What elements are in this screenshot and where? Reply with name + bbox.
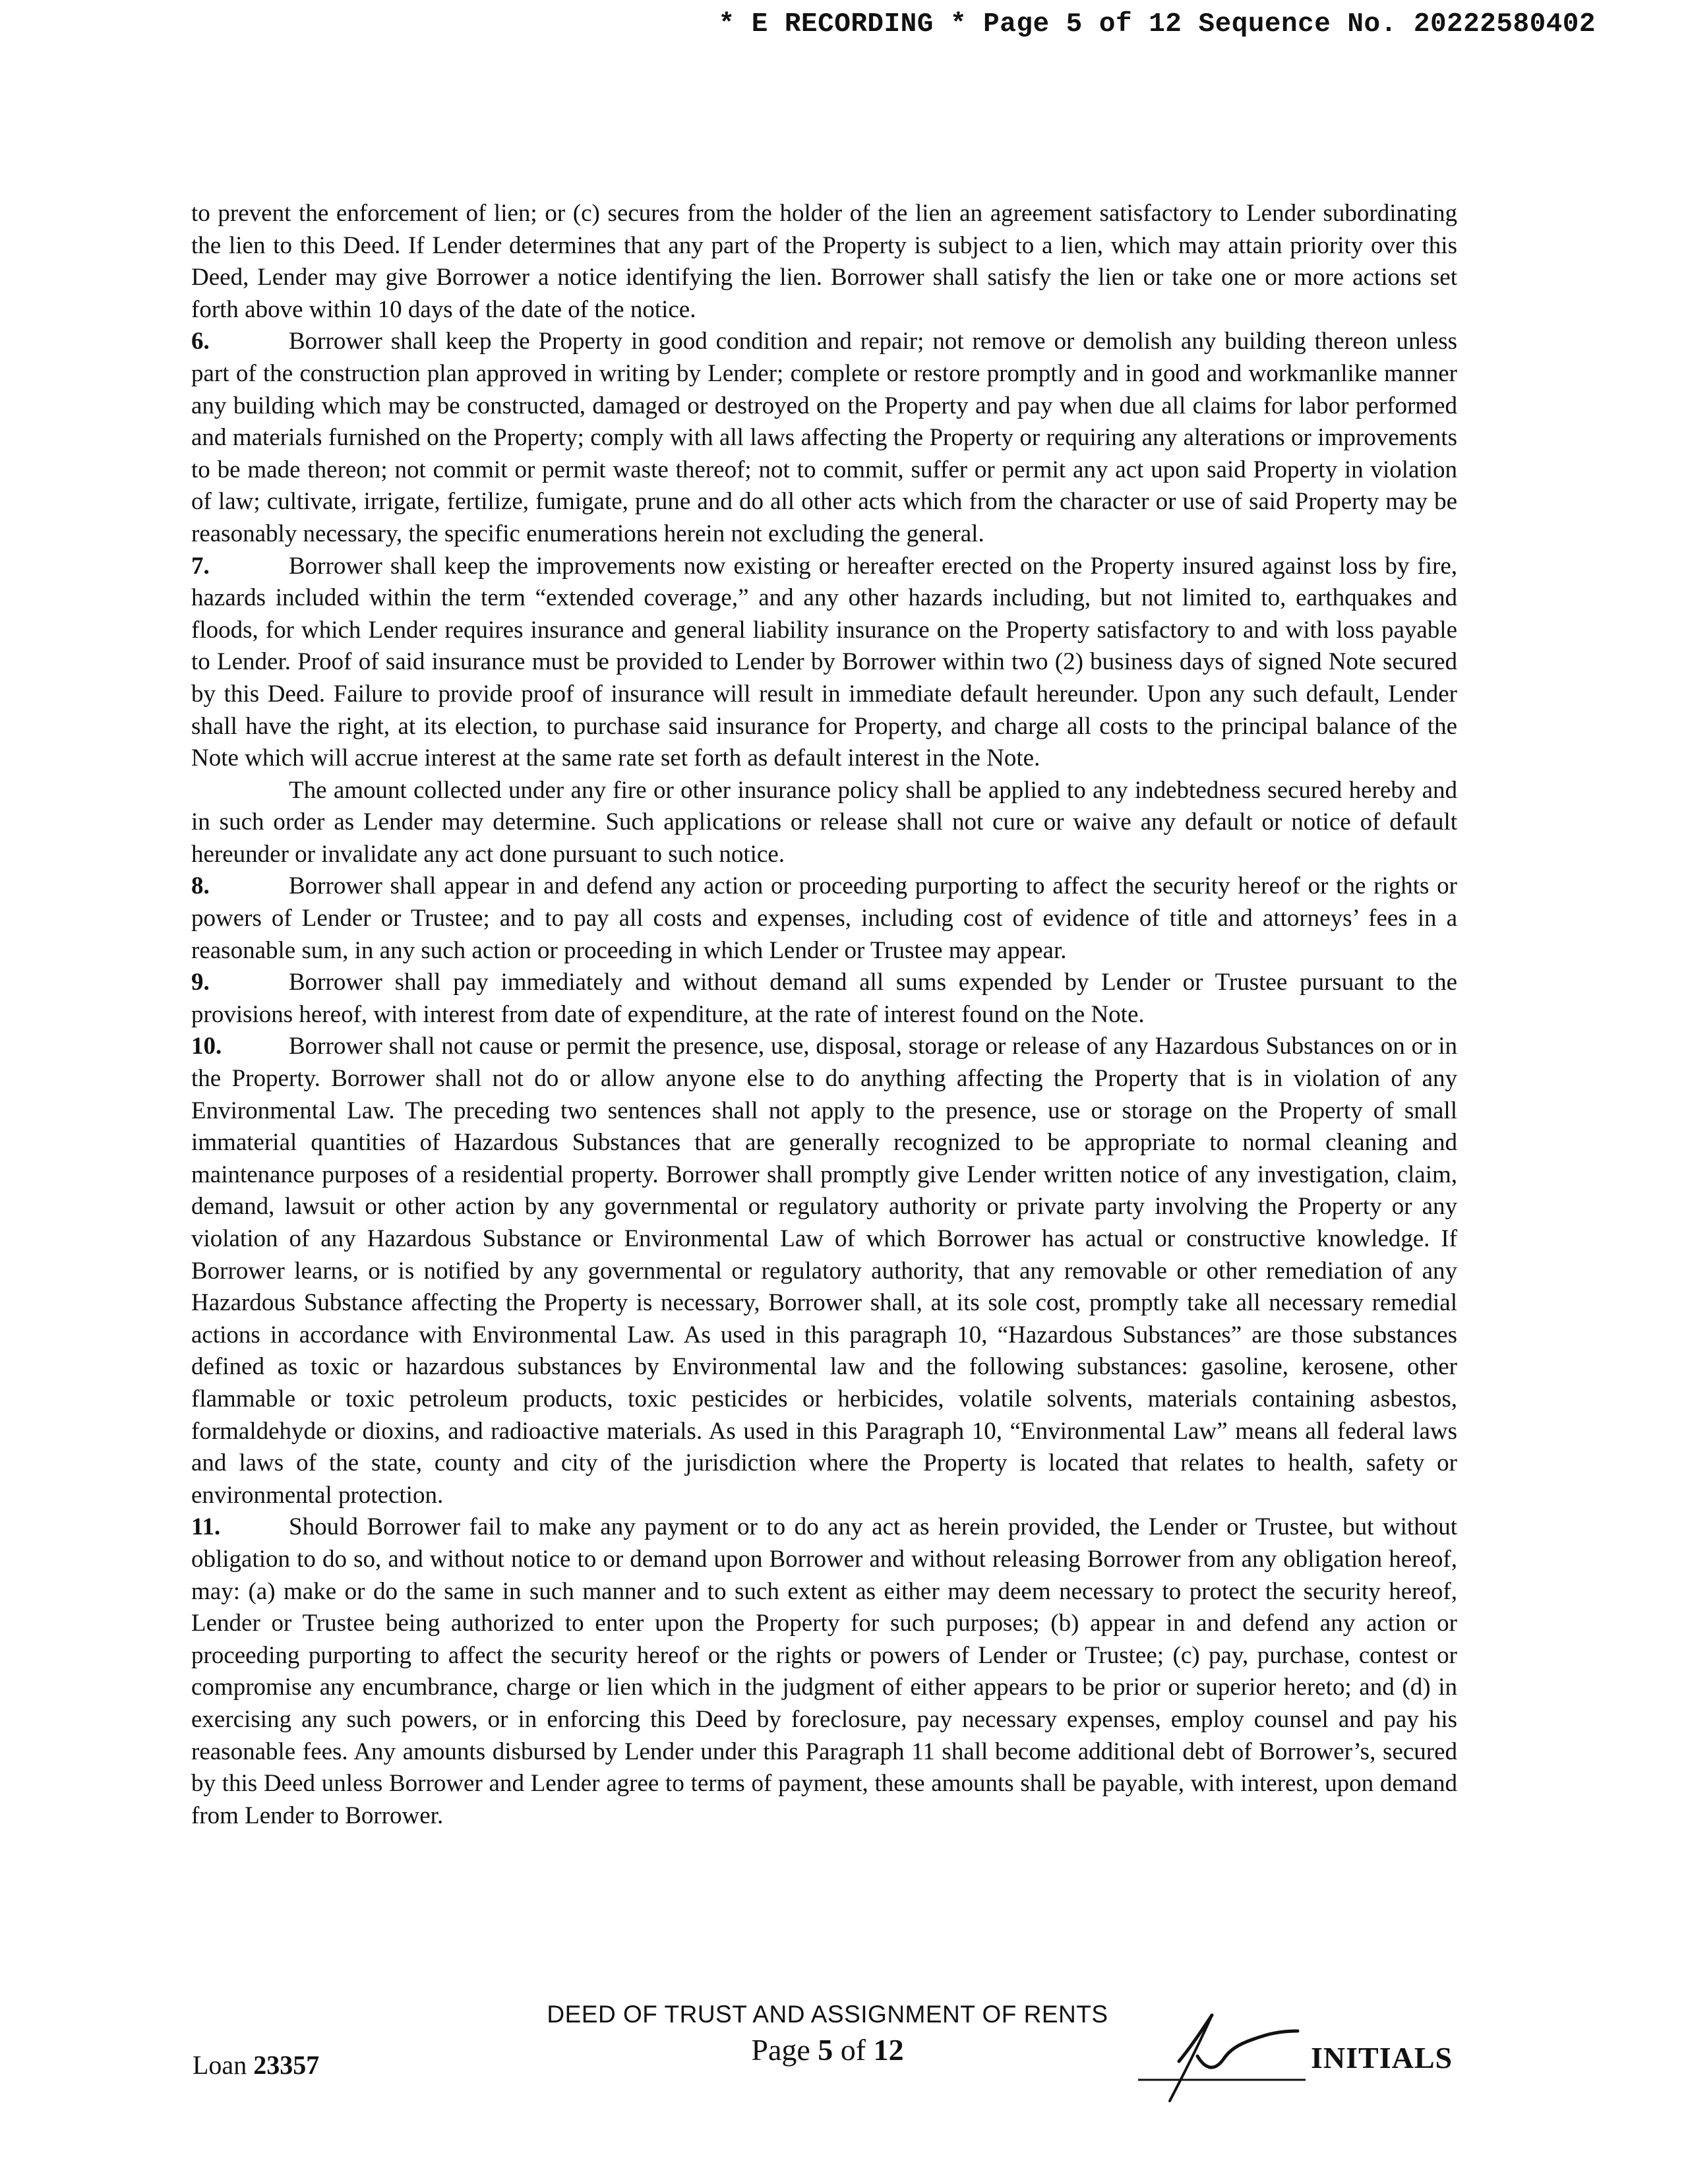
paragraph-text: Borrower shall appear in and defend any action or proceeding purporting to affect the security hereof or the rights or powers of Lender or Trustee; and to pay all costs and expenses, including cost of evidence of title and attorneys’ fees in a reasonable sum, in any such action or proceeding in which Lender or Trustee may appear.	[191, 872, 1457, 964]
page-total: 12	[873, 2033, 904, 2067]
loan-label: Loan	[193, 2050, 247, 2080]
paragraph-number: 9.	[191, 969, 210, 996]
recording-header: * E RECORDING * Page 5 of 12 Sequence No. 20222580402	[718, 9, 1596, 40]
paragraph-text: Borrower shall not cause or permit the presence, use, disposal, storage or release of any Hazardous Substances on or in the Property. Borrower shall not do or allow anyone else to do anything affecting the Property that is in violation of any Environmental Law. The preceding two sentences shall not apply to the presence, use or storage on the Property of small immaterial quantities of Hazardous Substances that are generally recognized to be appropriate to normal cleaning and maintenance purposes of a residential property. Borrower shall promptly give Lender written notice of any investigation, claim, demand, lawsuit or other action by any governmental or regulatory authority or private party involving the Property or any violation of any Hazardous Substance or Environmental Law of which Borrower has actual or constructive knowledge. If Borrower learns, or is notified by any governmental or regulatory authority, that any removable or other remediation of any Hazardous Substance affecting the Property is necessary, Borrower shall, at its sole cost, promptly take all necessary remedial actions in accordance with Environmental Law. As used in this paragraph 10, “Hazardous Substances” are those substances defined as toxic or hazardous substances by Environmental law and the following substances: gasoline, kerosene, other flammable or toxic petroleum products, toxic pesticides or herbicides, volatile solvents, materials containing asbestos, formaldehyde or dioxins, and radioactive materials. As used in this Paragraph 10, “Environmental Law” means all federal laws and laws of the state, county and city of the jurisdiction where the Property is located that relates to health, safety or environmental protection.	[191, 1033, 1457, 1509]
paragraph-number: 8.	[191, 872, 210, 900]
initials-label: INITIALS	[1311, 2041, 1453, 2075]
page-footer	[0, 1991, 1688, 2123]
page-current: 5	[818, 2033, 833, 2067]
page-of: of	[840, 2033, 866, 2067]
paragraph-6	[191, 326, 1457, 550]
document-title: DEED OF TRUST AND ASSIGNMENT OF RENTS	[547, 2001, 1108, 2028]
page-number	[531, 2032, 1124, 2067]
paragraph-number: 11.	[191, 1513, 221, 1541]
paragraph-9	[191, 967, 1457, 1031]
page-prefix: Page	[751, 2033, 810, 2067]
initials-signature	[1133, 1998, 1311, 2110]
paragraph-text: Borrower shall keep the improvements now existing or hereafter erected on the Property insured against loss by fire, hazards included within the term “extended coverage,” and any other hazards including, but not limited to, earthquakes and floods, for which Lender requires insurance and general liability insurance on the Property satisfactory to and with loss payable to Lender. Proof of said insurance must be provided to Lender by Borrower within two (2) business days of signed Note secured by this Deed. Failure to provide proof of insurance will result in immediate default hereunder. Upon any such default, Lender shall have the right, at its election, to purchase said insurance for Property, and charge all costs to the principal balance of the Note which will accrue interest at the same rate set forth as default interest in the Note.	[191, 552, 1457, 772]
paragraph-10	[191, 1031, 1457, 1511]
paragraph-5-continued	[191, 198, 1457, 326]
loan-number: 23357	[253, 2050, 320, 2080]
paragraph-text: The amount collected under any fire or other insurance policy shall be applied to any indebtedness secured hereby and in such order as Lender may determine. Such applications or release shall not cure or waive any default or notice of default hereunder or invalidate any act done pursuant to such notice.	[191, 776, 1457, 868]
paragraph-11	[191, 1511, 1457, 1832]
paragraph-8	[191, 870, 1457, 967]
paragraph-text: to prevent the enforcement of lien; or (c) secures from the holder of the lien an agreement satisfactory to Lender subordinating the lien to this Deed. If Lender determines that any part of the Property is subject to a lien, which may attain priority over this Deed, Lender may give Borrower a notice identifying the lien. Borrower shall satisfy the lien or take one or more actions set forth above within 10 days of the date of the notice.	[191, 200, 1457, 323]
paragraph-number: 10.	[191, 1033, 222, 1060]
loan-reference	[193, 2049, 319, 2080]
document-body	[191, 198, 1457, 1832]
paragraph-text: Borrower shall pay immediately and without demand all sums expended by Lender or Trustee pursuant to the provisions hereof, with interest from date of expenditure, at the rate of interest found on the Note.	[191, 969, 1457, 1028]
paragraph-text: Borrower shall keep the Property in good condition and repair; not remove or demolish any building thereon unless part of the construction plan approved in writing by Lender; complete or restore promptly and in good and workmanlike manner any building which may be constructed, damaged or destroyed on the Property and pay when due all claims for labor performed and materials furnished on the Property; comply with all laws affecting the Property or requiring any alterations or improvements to be made thereon; not commit or permit waste thereof; not to commit, suffer or permit any act upon said Property in violation of law; cultivate, irrigate, fertilize, fumigate, prune and do all other acts which from the character or use of said Property may be reasonably necessary, the specific enumerations herein not excluding the general.	[191, 328, 1457, 547]
paragraph-number: 7.	[191, 552, 210, 580]
paragraph-text: Should Borrower fail to make any payment or to do any act as herein provided, the Lender or Trustee, but without obligation to do so, and without notice to or demand upon Borrower and without releasing Borrower from any obligation hereof, may: (a) make or do the same in such manner and to such extent as either may deem necessary to protect the security hereof, Lender or Trustee being authorized to enter upon the Property for such purposes; (b) appear in and defend any action or proceeding purporting to affect the security hereof or the rights or powers of Lender or Trustee; (c) pay, purchase, contest or compromise any encumbrance, charge or lien which in the judgment of either appears to be prior or superior hereto; and (d) in exercising any such powers, or in enforcing this Deed by foreclosure, pay necessary expenses, employ counsel and pay his reasonable fees. Any amounts disbursed by Lender under this Paragraph 11 shall become additional debt of Borrower’s, secured by this Deed unless Borrower and Lender agree to terms of payment, these amounts shall be payable, with interest, upon demand from Lender to Borrower.	[191, 1513, 1457, 1829]
paragraph-7	[191, 551, 1457, 775]
paragraph-number: 6.	[191, 328, 210, 355]
paragraph-7-insurance-proceeds	[191, 775, 1457, 871]
initials-block	[1133, 1998, 1476, 2110]
